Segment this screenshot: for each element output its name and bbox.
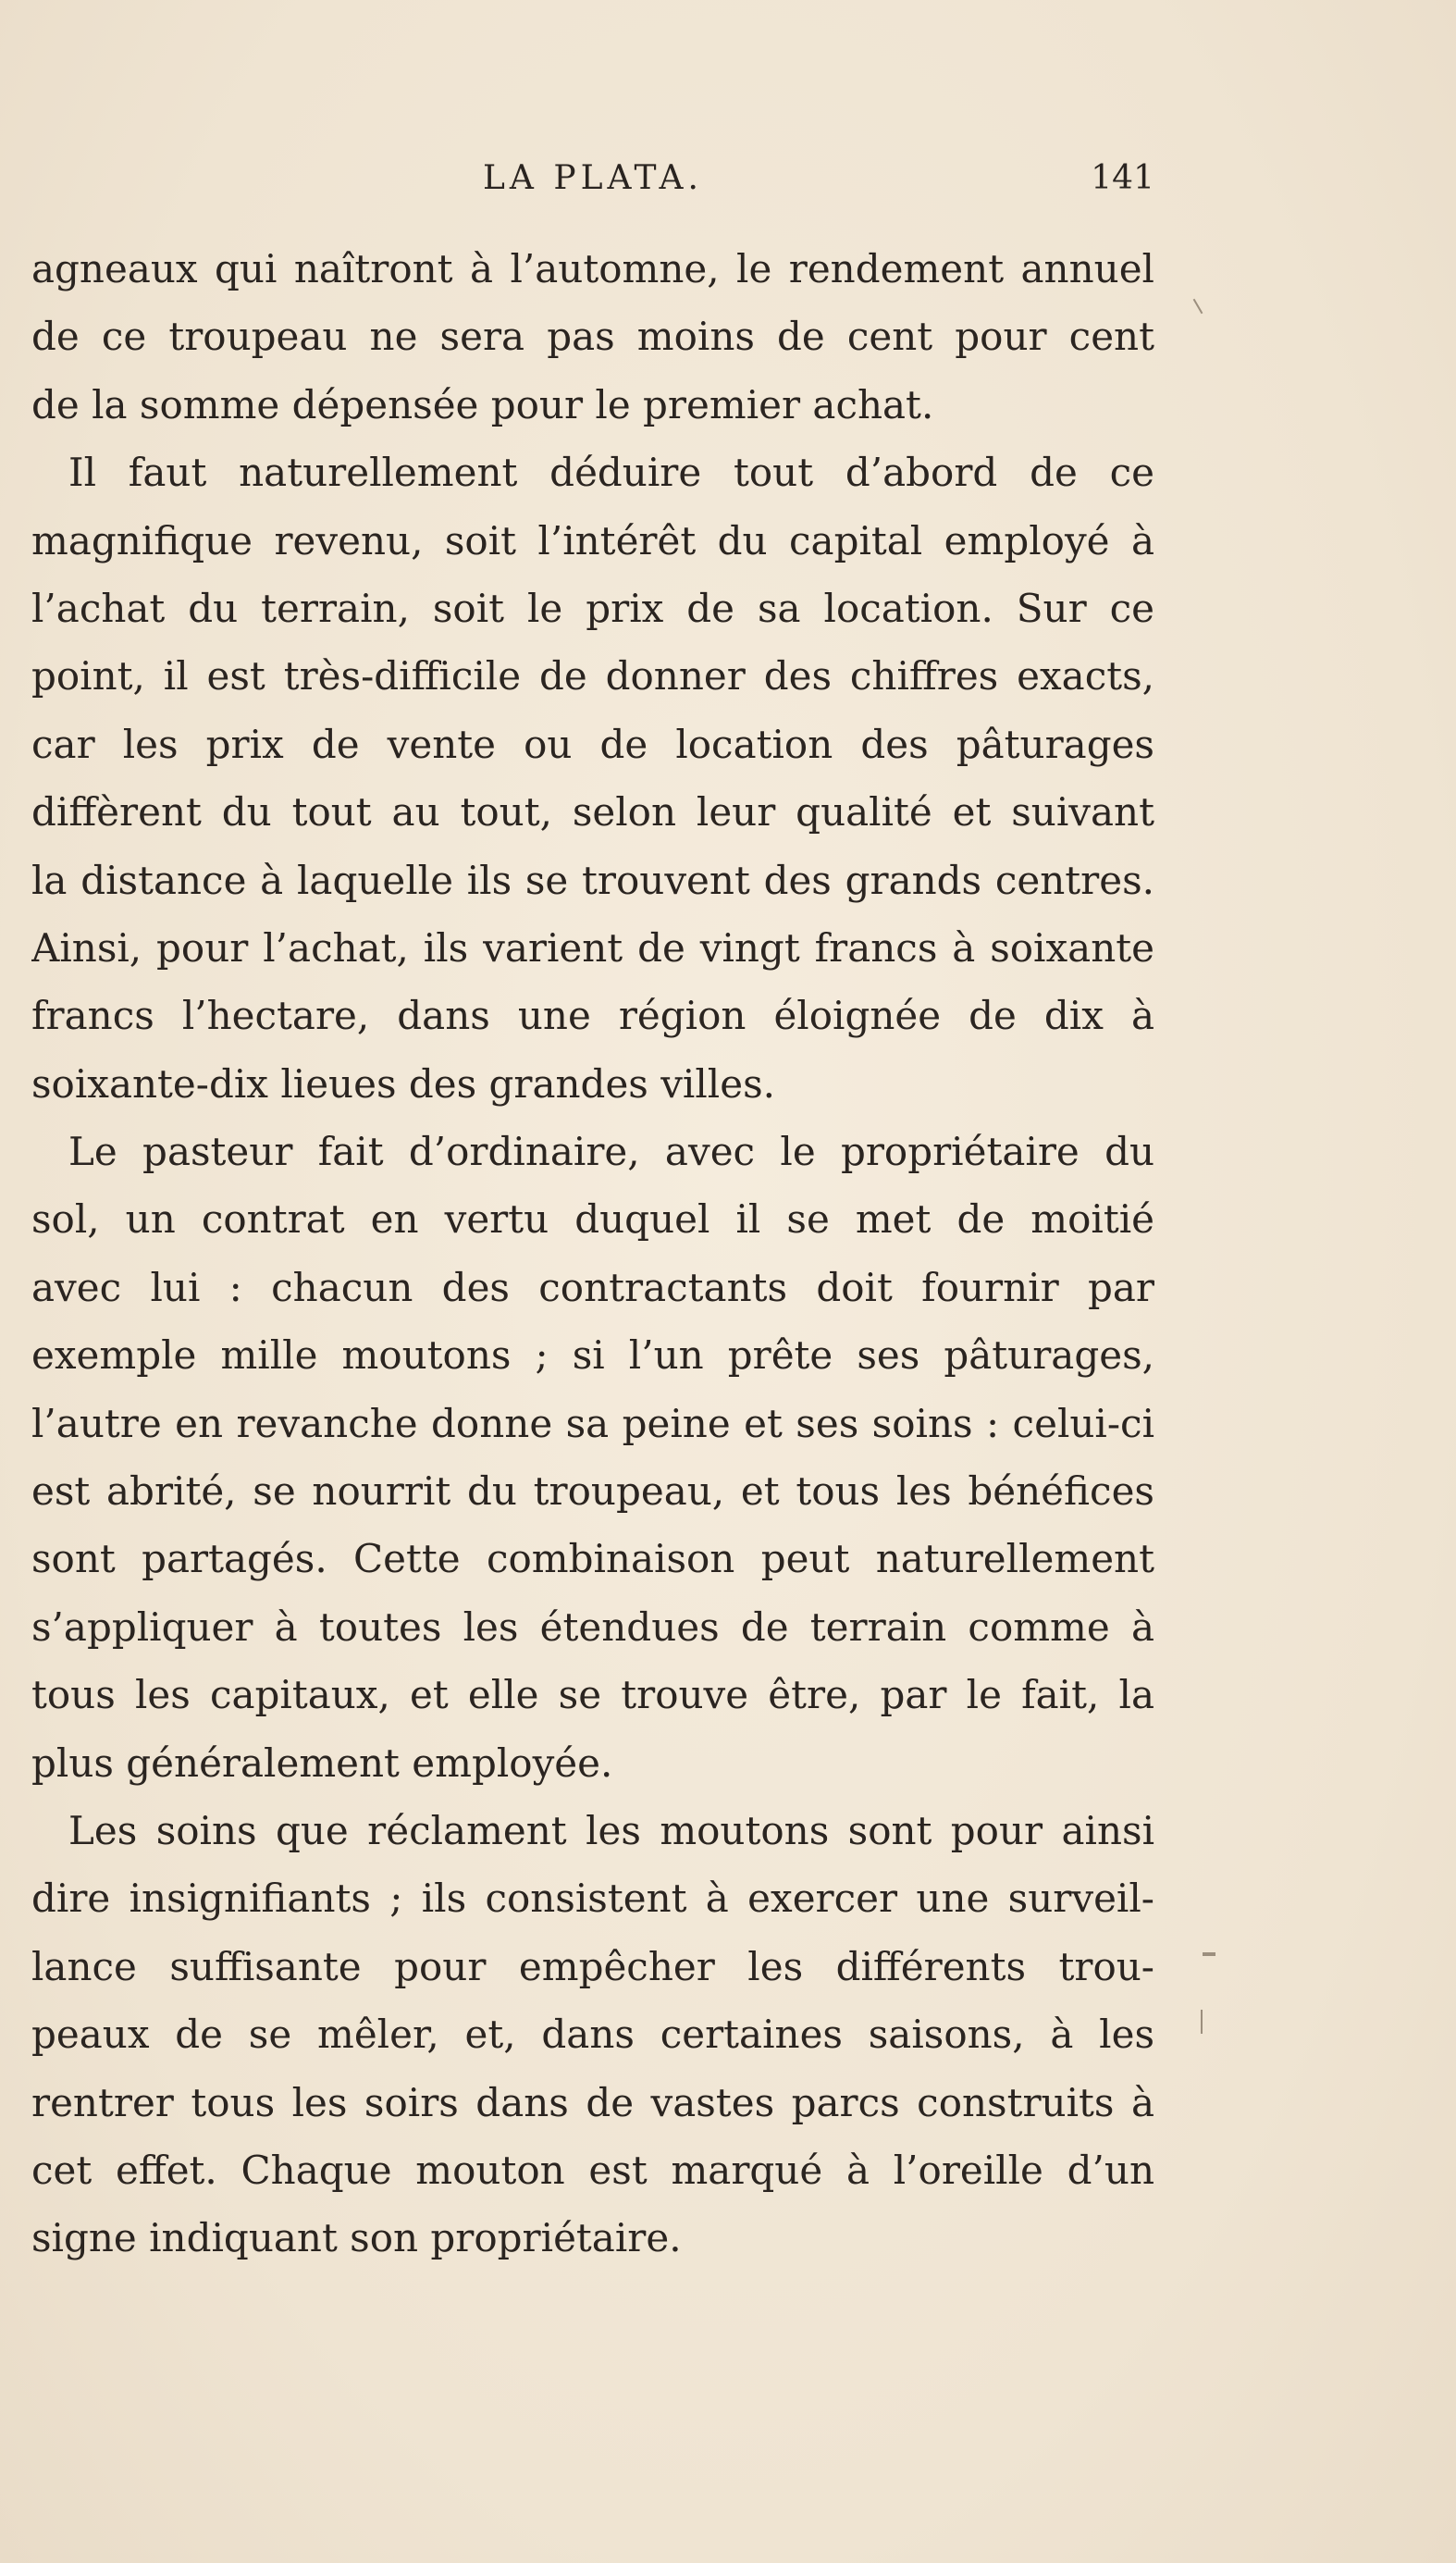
text-line: peaux de se mêler, et, dans certaines saisons, à les: [31, 2012, 1154, 2058]
text-line: cet effet. Chaque mouton est marqué à l’oreille d’un: [31, 2147, 1154, 2193]
text-line: Ainsi, pour l’achat, ils varient de vingt francs à soixante: [31, 924, 1154, 971]
text-line: diffèrent du tout au tout, selon leur qualité et suivant: [31, 789, 1154, 836]
text-line: plus généralement employée.: [31, 1740, 613, 1786]
text-line: avec lui : chacun des contractants doit fournir par: [31, 1264, 1154, 1310]
text-line: s’appliquer à toutes les étendues de terrain comme à: [31, 1603, 1154, 1650]
margin-mark: [1203, 1952, 1215, 1956]
text-line: magnifique revenu, soit l’intérêt du capital employé à: [31, 517, 1154, 563]
text-line: dire insignifiants ; ils consistent à exercer une surveil-: [31, 1876, 1154, 1922]
paragraph-start-line: Les soins que réclament les moutons sont pour ainsi: [68, 1807, 1154, 1853]
margin-mark: [1201, 2010, 1203, 2034]
text-line: francs l’hectare, dans une région éloignée de dix à: [31, 993, 1154, 1039]
text-line: l’achat du terrain, soit le prix de sa location. Sur ce: [31, 585, 1154, 631]
running-head: [31, 155, 1154, 202]
text-line: rentrer tous les soirs dans de vastes parcs construits à: [31, 2079, 1154, 2125]
text-line: sol, un contrat en vertu duquel il se met de moitié: [31, 1196, 1154, 1243]
text-line: tous les capitaux, et elle se trouve être, par le fait, la: [31, 1672, 1154, 1718]
text-line: de la somme dépensée pour le premier achat.: [31, 381, 934, 427]
text-line: car les prix de vente ou de location des pâturages: [31, 721, 1154, 767]
text-line: lance suffisante pour empêcher les différents trou-: [31, 1943, 1154, 1989]
running-title: LA PLATA.: [483, 159, 703, 197]
text-line: agneaux qui naîtront à l’automne, le rendement annuel: [31, 246, 1154, 291]
text-line: est abrité, se nourrit du troupeau, et tous les bénéfices: [31, 1468, 1154, 1515]
paragraph-start-line: Il faut naturellement déduire tout d’abord de ce: [68, 450, 1154, 496]
paragraph-start-line: Le pasteur fait d’ordinaire, avec le propriétaire du: [68, 1129, 1154, 1175]
text-line: signe indiquant son propriétaire.: [31, 2215, 682, 2261]
page-number: 141: [1091, 159, 1154, 197]
margin-mark: [1193, 299, 1203, 315]
text-line: l’autre en revanche donne sa peine et ses soins : celui-ci: [31, 1400, 1154, 1446]
text-line: soixante-dix lieues des grandes villes.: [31, 1060, 775, 1107]
text-line: exemple mille moutons ; si l’un prête ses pâturages,: [31, 1332, 1154, 1379]
text-line: point, il est très-difficile de donner des chiffres exacts,: [31, 653, 1154, 700]
body-text: [31, 235, 1154, 2272]
text-line: de ce troupeau ne sera pas moins de cent pour cent: [31, 314, 1154, 360]
text-line: sont partagés. Cette combinaison peut naturellement: [31, 1536, 1154, 1582]
text-line: la distance à laquelle ils se trouvent des grands centres.: [31, 857, 1154, 903]
